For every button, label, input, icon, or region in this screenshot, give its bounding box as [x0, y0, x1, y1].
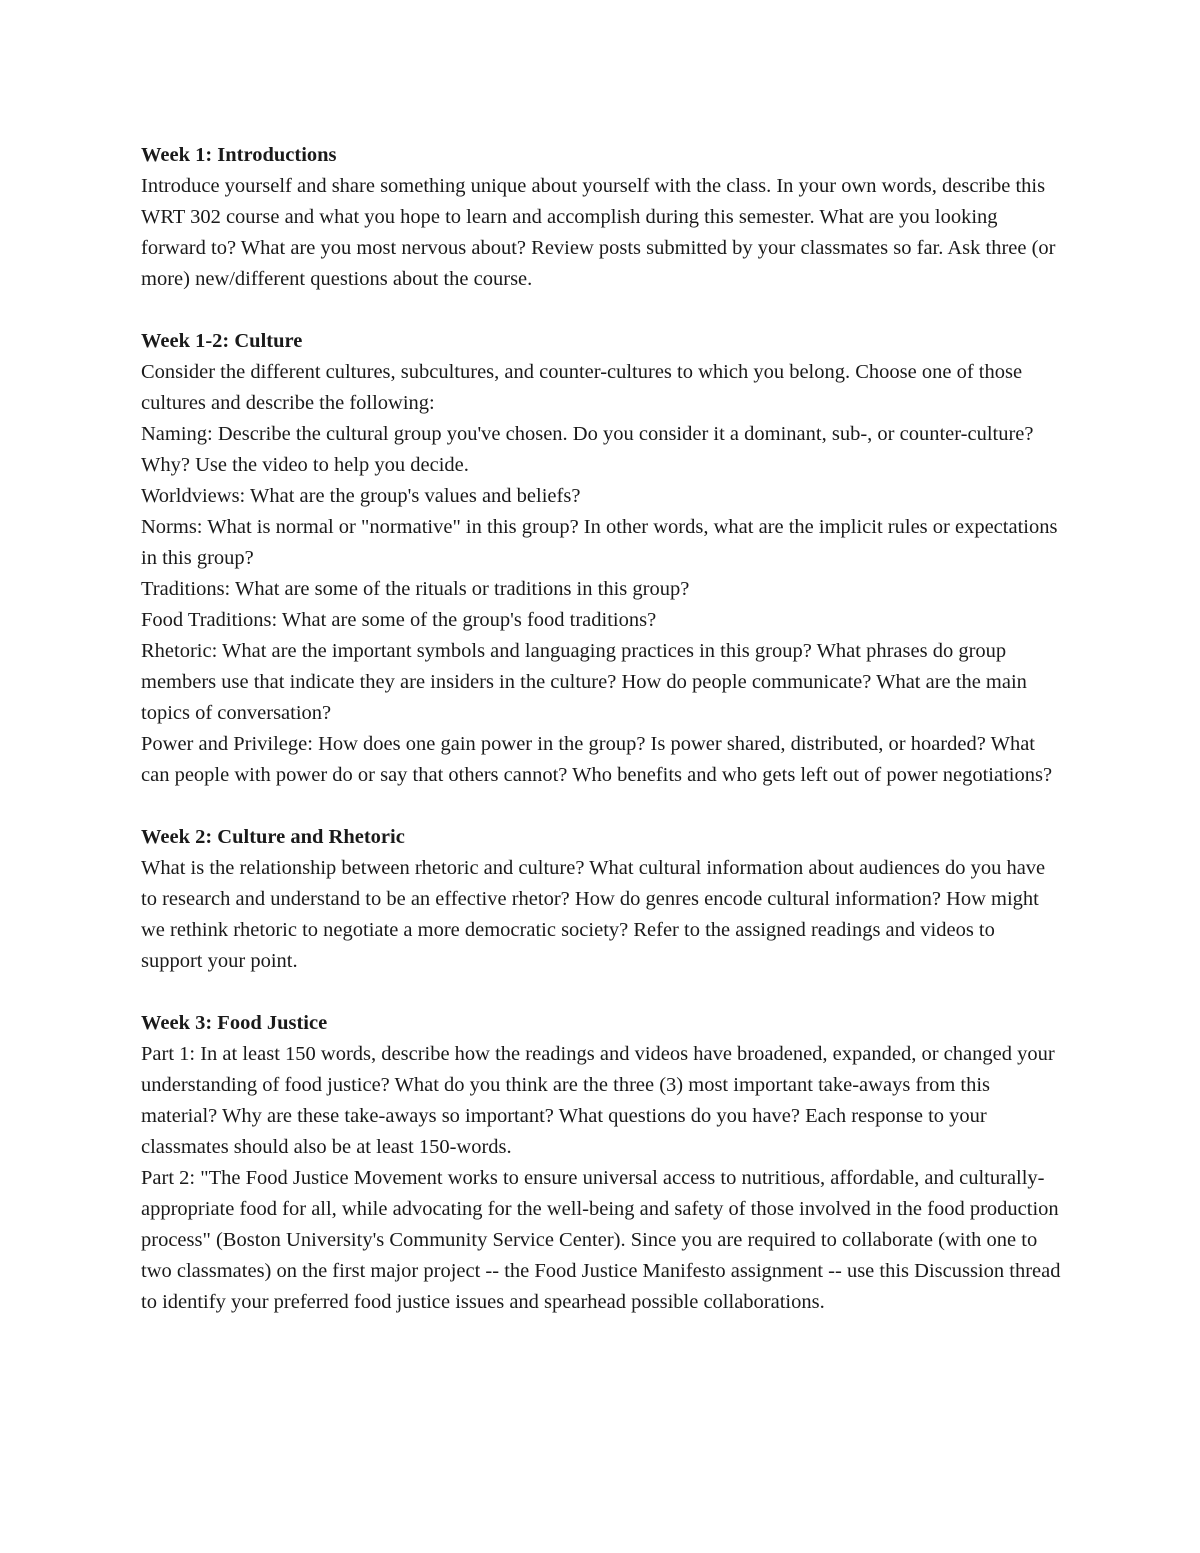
paragraph: Introduce yourself and share something unique about yourself with the class. In your own words, describe this WRT 302 course and what you hope to learn and accomplish during this semester. What are you looking forward to? What are you most nervous about? Review posts submitted by your classmates so far. Ask three (or more) new/different questions about the course. [141, 175, 1056, 290]
paragraph: What is the relationship between rhetoric and culture? What cultural information about audiences do you have to research and understand to be an effective rhetor? How do genres encode cultural information? How might we rethink rhetoric to negotiate a more democratic society? Refer to the assigned readings and videos to support your point. [141, 857, 1046, 972]
section-title: Week 2: Culture and Rhetoric [141, 826, 405, 848]
paragraph-part-1: Part 1: In at least 150 words, describe how the readings and videos have broadened, expanded, or changed your understanding of food justice? What do you think are the three (3) most important take-aways from this material? Why are these take-aways so important? What questions do you have? Each response to your classmates should also be at least 150-words. [141, 1043, 1055, 1158]
paragraph-part-2: Part 2: "The Food Justice Movement works to ensure universal access to nutritious, affordable, and culturally-appropriate food for all, while advocating for the well-being and safety of those involved in the food production process" (Boston University's Community Service Center). Since you are required to collaborate (with one to two classmates) on the first major project -- the Food Justice Manifesto assignment -- use this Discussion thread to identify your preferred food justice issues and spearhead possible collaborations. [141, 1167, 1061, 1313]
paragraph-naming: Naming: Describe the cultural group you've chosen. Do you consider it a dominant, sub-, or counter-culture? Why? Use the video to help you decide. [141, 423, 1034, 476]
section-title: Week 1-2: Culture [141, 330, 303, 352]
paragraph-norms: Norms: What is normal or "normative" in this group? In other words, what are the implicit rules or expectations in this group? [141, 516, 1058, 569]
section-week-3 [141, 1008, 1061, 1318]
section-title: Week 3: Food Justice [141, 1012, 328, 1034]
paragraph-worldviews: Worldviews: What are the group's values and beliefs? [141, 485, 581, 507]
section-week-2 [141, 822, 1061, 977]
paragraph-power-privilege: Power and Privilege: How does one gain power in the group? Is power shared, distributed, or hoarded? What can people with power do or say that others cannot? Who benefits and who gets left out of power negotiations? [141, 733, 1053, 786]
section-week-1 [141, 140, 1061, 295]
section-week-1-2 [141, 326, 1061, 791]
paragraph-rhetoric: Rhetoric: What are the important symbols and languaging practices in this group? What phrases do group members use that indicate they are insiders in the culture? How do people communicate? What are the main topics of conversation? [141, 640, 1027, 724]
paragraph-traditions: Traditions: What are some of the rituals or traditions in this group? [141, 578, 690, 600]
document-page [141, 140, 1061, 1349]
section-title: Week 1: Introductions [141, 144, 337, 166]
paragraph: Consider the different cultures, subcultures, and counter-cultures to which you belong. Choose one of those cultures and describe the following: [141, 361, 1023, 414]
paragraph-food-traditions: Food Traditions: What are some of the group's food traditions? [141, 609, 657, 631]
